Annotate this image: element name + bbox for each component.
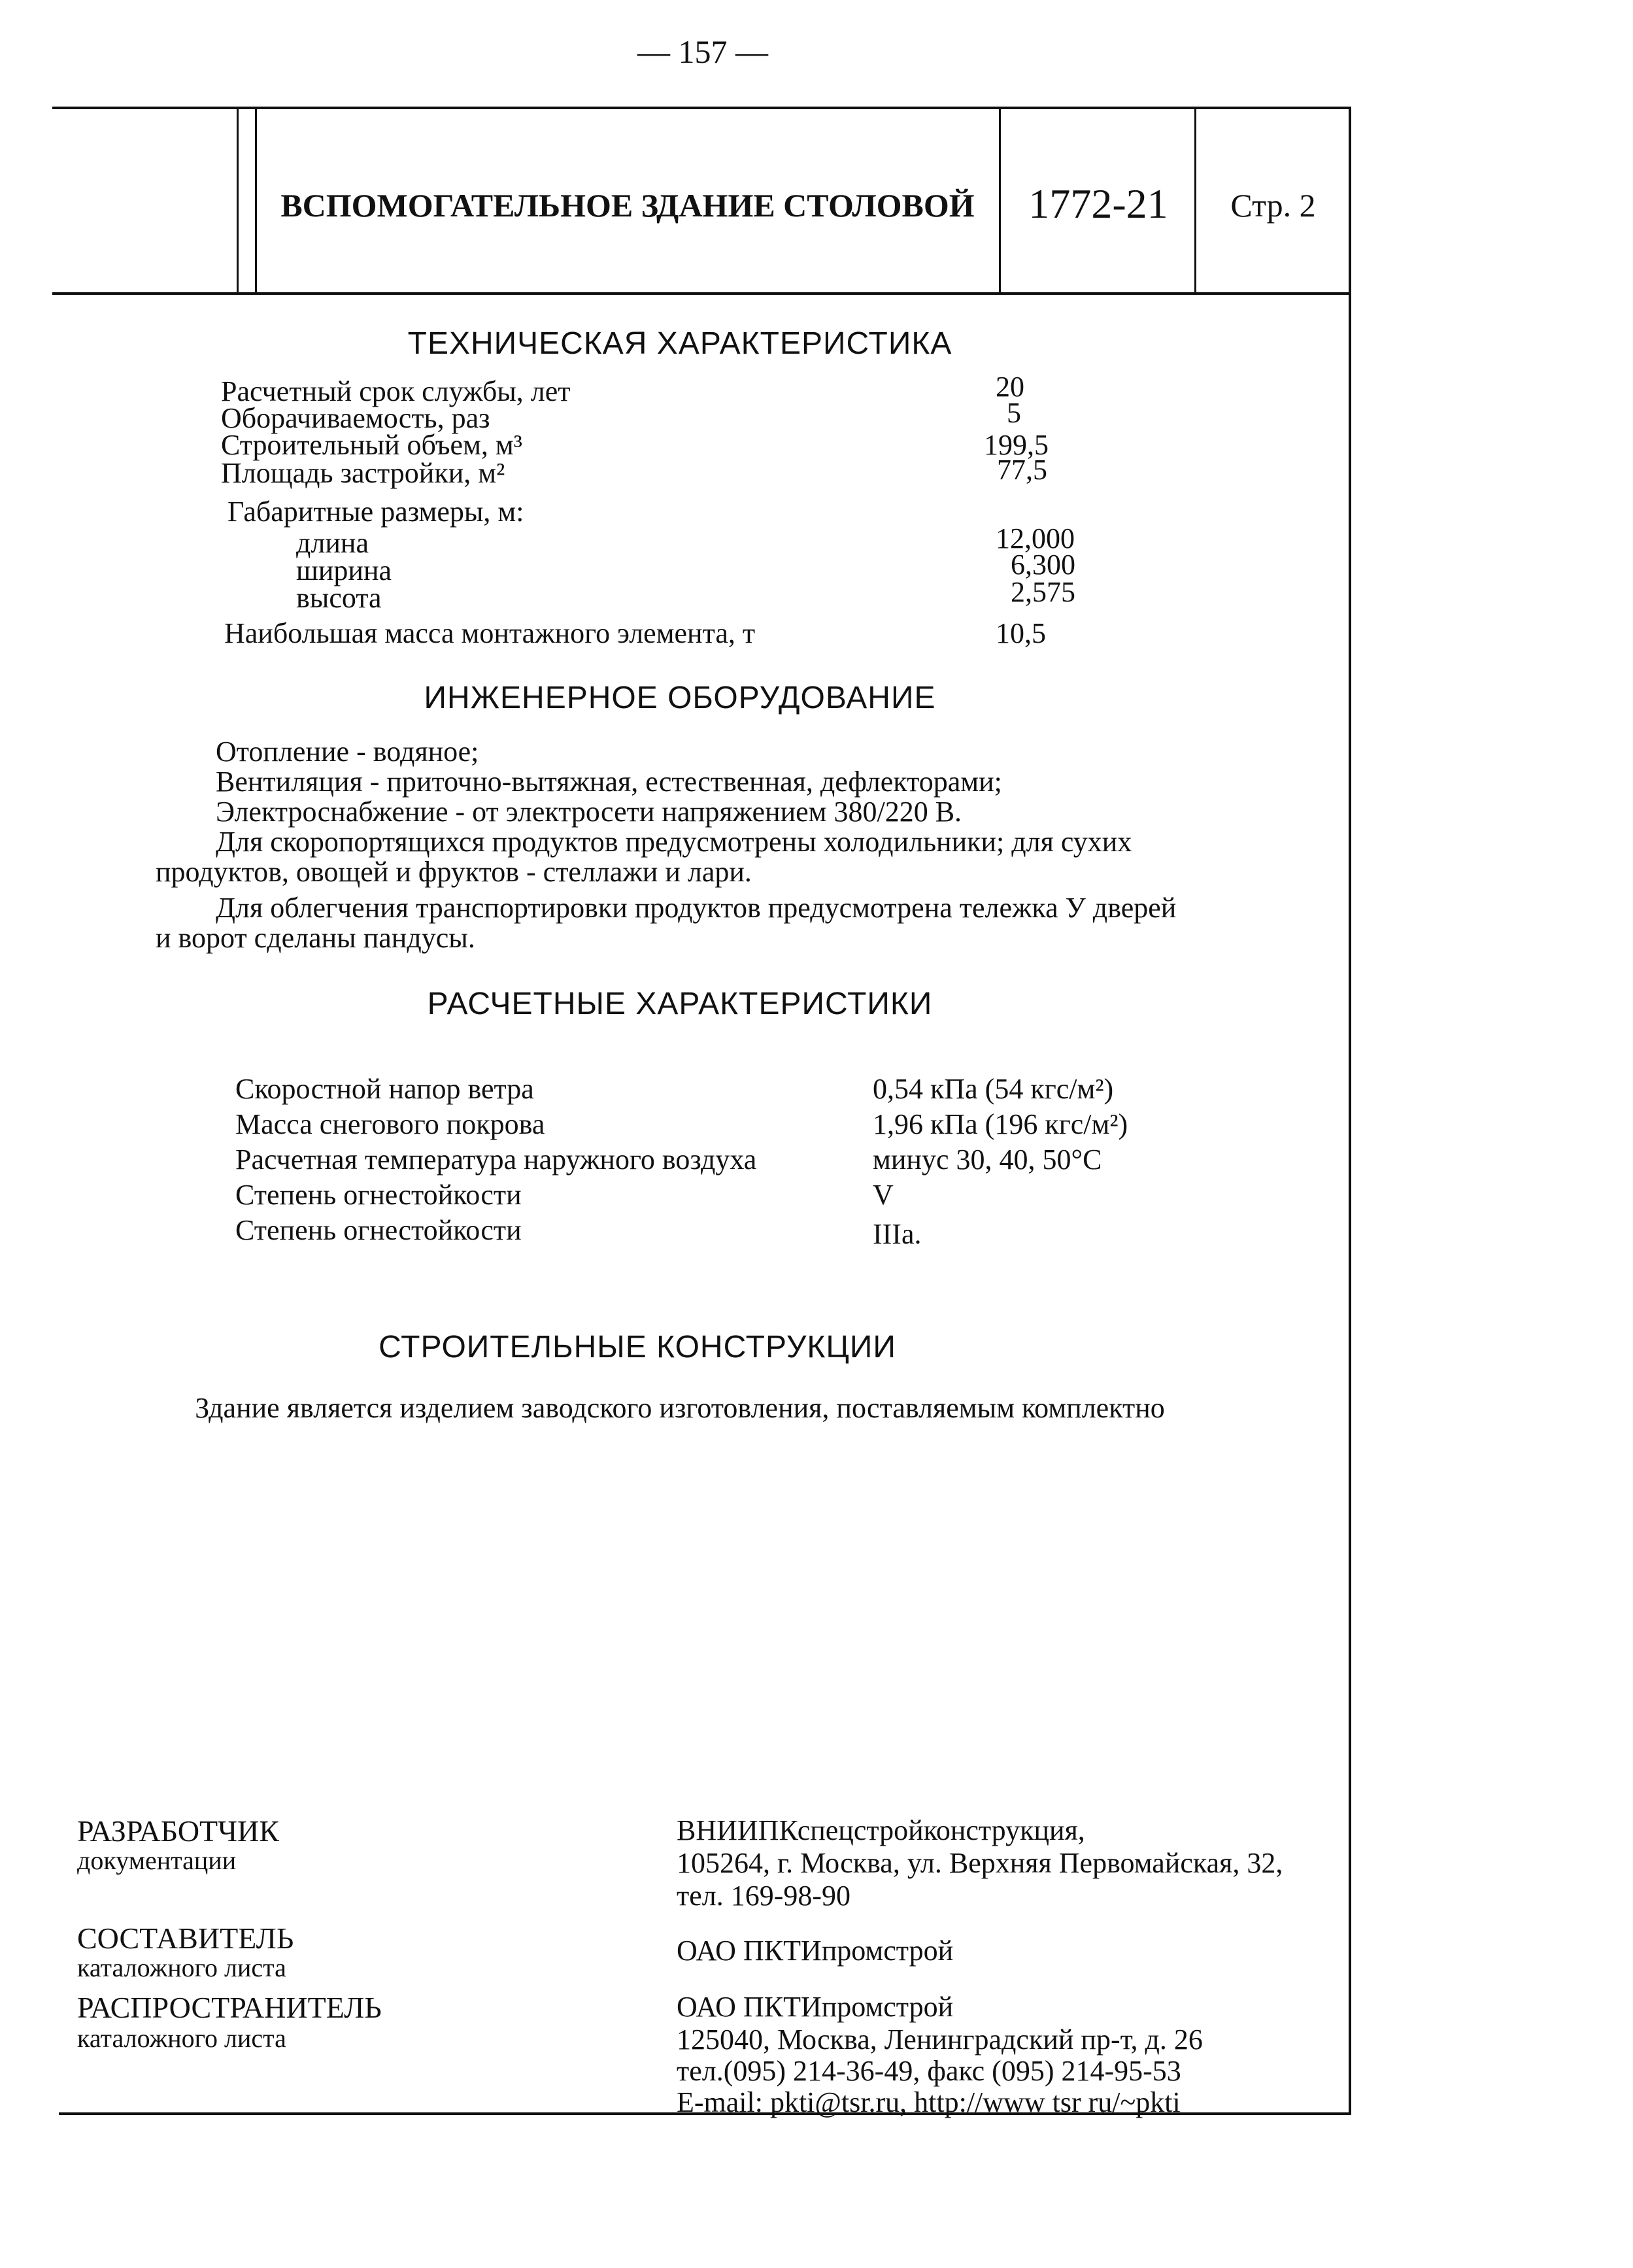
tech-label: Строительный объем, м³ <box>221 429 522 461</box>
distributor-line: тел.(095) 214-36-49, факс (095) 214-95-53 <box>677 2055 1181 2087</box>
tech-label: высота <box>296 582 382 614</box>
technical-heading: ТЕХНИЧЕСКАЯ ХАРАКТЕРИСТИКА <box>407 326 952 361</box>
tech-value: 20 <box>996 371 1024 403</box>
engineering-line: Для облегчения транспортировки продуктов предусмотрена тележка У дверей <box>216 892 1177 924</box>
engineering-line: Отопление - водяное; <box>216 736 479 768</box>
calc-value: V <box>873 1179 894 1211</box>
distributor-line: E-mail: pkti@tsr.ru, http://www tsr ru/~pkti <box>677 2086 1181 2118</box>
compiler-value: ОАО ПКТИпромстрой <box>677 1935 954 1967</box>
calc-label: Масса снегового покрова <box>235 1108 545 1140</box>
distributor-label: РАСПРОСТРАНИТЕЛЬ <box>77 1991 382 2024</box>
frame-top-line <box>52 107 1351 109</box>
header-divider-2 <box>255 107 257 294</box>
tech-label: Наибольшая масса монтажного элемента, т <box>224 617 756 649</box>
tech-label: ширина <box>296 554 392 586</box>
frame-header-bottom-line <box>52 292 1351 295</box>
page-label: Стр. 2 <box>1230 187 1316 224</box>
calculation-heading: РАСЧЕТНЫЕ ХАРАКТЕРИСТИКИ <box>427 987 933 1021</box>
tech-label: Оборачиваемость, раз <box>221 402 490 434</box>
calc-value: минус 30, 40, 50°С <box>873 1143 1102 1176</box>
developer-line: тел. 169-98-90 <box>677 1880 851 1912</box>
tech-label: длина <box>296 527 369 559</box>
construction-text: Здание является изделием заводского изготовления, поставляемым комплектно <box>195 1392 1165 1424</box>
engineering-line: Для скоропортящихся продуктов предусмотрены холодильники; для сухих <box>216 826 1132 858</box>
compiler-sublabel: каталожного листа <box>77 1953 286 1982</box>
frame-right-line <box>1349 107 1351 2115</box>
calc-label: Степень огнестойкости <box>235 1214 522 1246</box>
calc-label: Расчетная температура наружного воздуха <box>235 1143 757 1176</box>
calc-value: IIIa. <box>873 1218 922 1250</box>
header-divider-1 <box>237 107 239 294</box>
engineering-line: продуктов, овощей и фруктов - стеллажи и лари. <box>156 856 752 888</box>
calc-label: Скоростной напор ветра <box>235 1073 534 1105</box>
page-number: — 157 — <box>637 33 768 70</box>
tech-value: 5 <box>1007 397 1021 429</box>
developer-line: 105264, г. Москва, ул. Верхняя Первомайская, 32, <box>677 1847 1283 1879</box>
developer-sublabel: документации <box>77 1846 237 1875</box>
tech-label: Площадь застройки, м² <box>221 457 505 489</box>
calc-value: 0,54 кПа (54 кгс/м²) <box>873 1073 1114 1105</box>
document-title: ВСПОМОГАТЕЛЬНОЕ ЗДАНИЕ СТОЛОВОЙ <box>280 187 975 224</box>
tech-value: 6,300 <box>1011 549 1075 581</box>
tech-value: 77,5 <box>997 454 1047 486</box>
document-code: 1772-21 <box>1028 180 1168 227</box>
tech-value: 2,575 <box>1011 576 1075 608</box>
engineering-line: и ворот сделаны пандусы. <box>156 922 475 954</box>
distributor-sublabel: каталожного листа <box>77 2023 286 2053</box>
tech-value: 199,5 <box>984 429 1049 461</box>
distributor-line: 125040, Москва, Ленинградский пр-т, д. 26 <box>677 2023 1203 2056</box>
engineering-line: Электроснабжение - от электросети напряжением 380/220 В. <box>216 796 962 828</box>
tech-value: 10,5 <box>996 617 1046 649</box>
developer-line: ВНИИПКспецстройконструкция, <box>677 1814 1085 1846</box>
calc-label: Степень огнестойкости <box>235 1179 522 1211</box>
compiler-label: СОСТАВИТЕЛЬ <box>77 1921 294 1955</box>
calc-value: 1,96 кПа (196 кгс/м²) <box>873 1108 1128 1140</box>
developer-label: РАЗРАБОТЧИК <box>77 1814 279 1848</box>
engineering-line: Вентиляция - приточно-вытяжная, естественная, дефлекторами; <box>216 766 1002 798</box>
tech-label: Расчетный срок службы, лет <box>221 375 571 407</box>
construction-heading: СТРОИТЕЛЬНЫЕ КОНСТРУКЦИИ <box>379 1330 896 1364</box>
distributor-line: ОАО ПКТИпромстрой <box>677 1991 954 2023</box>
engineering-heading: ИНЖЕНЕРНОЕ ОБОРУДОВАНИЕ <box>424 681 936 715</box>
tech-label: Габаритные размеры, м: <box>227 496 524 528</box>
tech-value: 12,000 <box>996 522 1075 554</box>
